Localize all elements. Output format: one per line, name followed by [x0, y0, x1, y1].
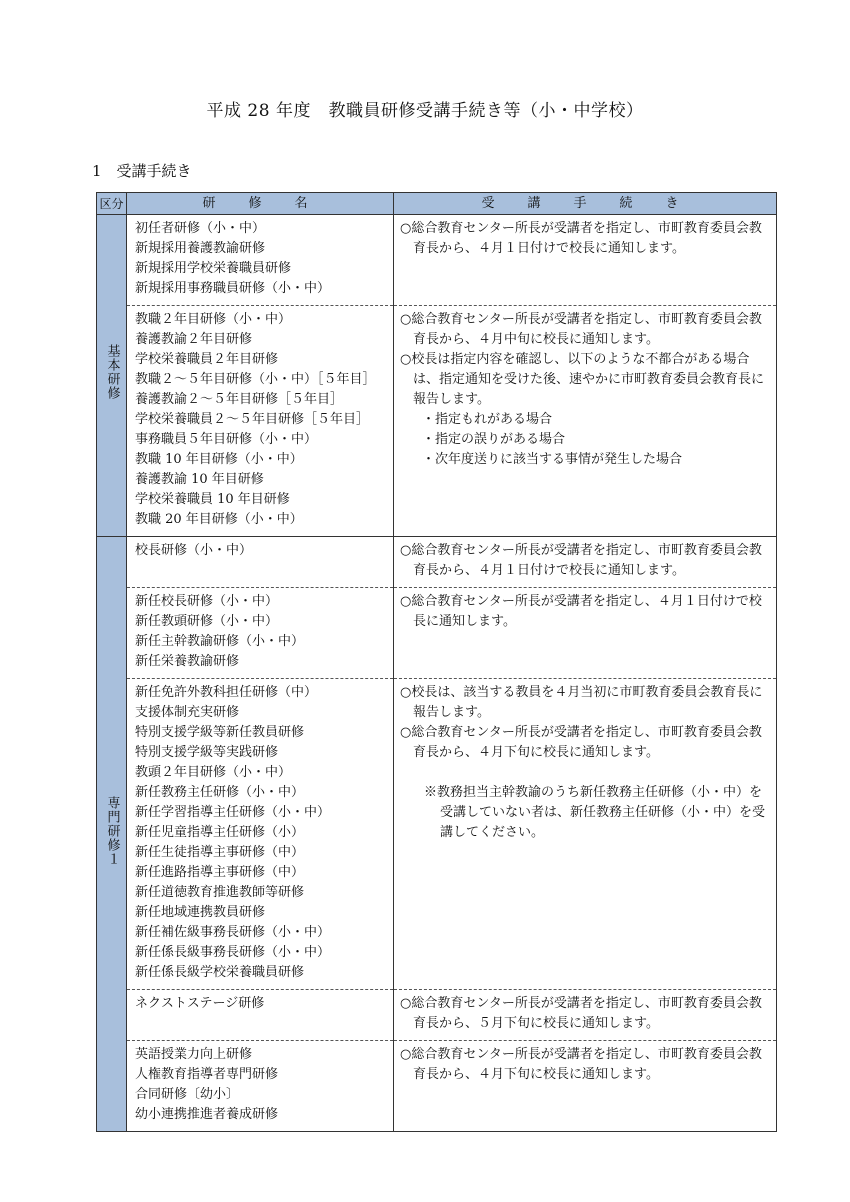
- header-name: 研 修 名: [127, 193, 394, 215]
- category-cell: [97, 215, 127, 537]
- section-heading: 1 受講手続き: [92, 162, 192, 180]
- training-name: 特別支援学級等実践研修: [135, 745, 279, 760]
- training-name: 新任学習指導主任研修（小・中）: [135, 805, 331, 820]
- category-label: 専門研修１: [104, 795, 120, 866]
- procedure-cell: [394, 306, 777, 537]
- category-cell: [97, 537, 127, 1132]
- header-procedure: 受 講 手 続 き: [394, 193, 777, 215]
- training-name: 新任栄養教諭研修: [135, 654, 240, 669]
- training-name: 新任校長研修（小・中）: [135, 594, 279, 609]
- training-name: 養護教諭２～５年目研修［５年目］: [135, 392, 344, 407]
- training-name: 英語授業力向上研修: [135, 1047, 253, 1062]
- training-name: 教職 20 年目研修（小・中）: [135, 512, 303, 527]
- category-label: 基本研修: [104, 344, 120, 400]
- training-name: 事務職員５年目研修（小・中）: [135, 432, 318, 447]
- table-row: [97, 1041, 777, 1132]
- training-name-cell: [127, 1041, 394, 1132]
- procedure-item: ・指定もれがある場合: [422, 412, 553, 427]
- training-name: 教職 10 年目研修（小・中）: [135, 452, 303, 467]
- training-name: 新任教務主任研修（小・中）: [135, 785, 305, 800]
- training-name: 新任地域連携教員研修: [135, 905, 266, 920]
- header-category: 区分: [97, 193, 127, 215]
- training-name: 初任者研修（小・中）: [135, 221, 266, 236]
- training-name-cell: [127, 588, 394, 679]
- procedure-item: ○総合教育センター所長が受講者を指定し、市町教育委員会教育長から、４月下旬に校長に通知します。: [400, 725, 762, 760]
- training-name: 新任補佐級事務長研修（小・中）: [135, 925, 331, 940]
- training-name: 新任主幹教諭研修（小・中）: [135, 634, 305, 649]
- training-name: ネクストステージ研修: [135, 996, 265, 1011]
- page-title: 平成 28 年度 教職員研修受講手続き等（小・中学校）: [206, 101, 644, 121]
- training-name: 人権教育指導者専門研修: [135, 1067, 279, 1082]
- procedure-cell: [394, 679, 777, 990]
- training-name-cell: [127, 306, 394, 537]
- table-header-row: [97, 193, 777, 215]
- training-name: 新任児童指導主任研修（小）: [135, 825, 305, 840]
- table-row: [97, 990, 777, 1041]
- table-row: [97, 215, 777, 306]
- training-name: 学校栄養職員２～５年目研修［５年目］: [135, 412, 370, 427]
- procedure-item: ○総合教育センター所長が受講者を指定し、４月１日付けで校長に通知します。: [400, 594, 762, 629]
- training-name: 新任教頭研修（小・中）: [135, 614, 279, 629]
- training-name: 学校栄養職員２年目研修: [135, 352, 279, 367]
- table-row: [97, 306, 777, 537]
- procedure-item: ○総合教育センター所長が受講者を指定し、市町教育委員会教育長から、５月下旬に校長に通知します。: [400, 996, 762, 1031]
- training-name: 支援体制充実研修: [135, 705, 240, 720]
- procedure-item: ○総合教育センター所長が受講者を指定し、市町教育委員会教育長から、４月下旬に校長に通知します。: [400, 1047, 762, 1082]
- procedure-item: ○総合教育センター所長が受講者を指定し、市町教育委員会教育長から、４月１日付けで校長に通知します。: [400, 221, 762, 256]
- training-name: 幼小連携推進者養成研修: [135, 1107, 279, 1122]
- procedure-item: ・次年度送りに該当する事情が発生した場合: [422, 452, 683, 467]
- training-name: 教職２年目研修（小・中）: [135, 312, 292, 327]
- training-name: 新任係長級事務長研修（小・中）: [135, 945, 331, 960]
- training-name-cell: [127, 537, 394, 588]
- training-name: 新規採用学校栄養職員研修: [135, 261, 292, 276]
- training-name: 特別支援学級等新任教員研修: [135, 725, 305, 740]
- procedure-note: ※教務担当主幹教諭のうち新任教務主任研修（小・中）を受講していない者は、新任教務主任研修（小・中）を受講してください。: [424, 785, 766, 840]
- training-name: 教職２～５年目研修（小・中）［５年目］: [135, 372, 376, 387]
- procedure-item: ・指定の誤りがある場合: [422, 432, 566, 447]
- training-name: 教頭２年目研修（小・中）: [135, 765, 292, 780]
- training-name-cell: [127, 215, 394, 306]
- procedure-table: [96, 192, 777, 1132]
- procedure-item: ○校長は、該当する教員を４月当初に市町教育委員会教育長に報告します。: [400, 685, 763, 720]
- training-name: 新規採用事務職員研修（小・中）: [135, 281, 331, 296]
- training-name: 新規採用養護教諭研修: [135, 241, 266, 256]
- training-name: 合同研修〔幼小〕: [135, 1087, 240, 1102]
- training-name: 新任免許外教科担任研修（中）: [135, 685, 318, 700]
- procedure-cell: [394, 990, 777, 1041]
- training-name: 養護教諭２年目研修: [135, 332, 253, 347]
- procedure-cell: [394, 537, 777, 588]
- procedure-item: ○校長は指定内容を確認し、以下のような不都合がある場合は、指定通知を受けた後、速やかに市町教育委員会教育長に報告します。: [400, 352, 765, 407]
- procedure-cell: [394, 1041, 777, 1132]
- training-name: 学校栄養職員 10 年目研修: [135, 492, 290, 507]
- procedure-cell: [394, 215, 777, 306]
- table-body: [97, 215, 777, 1132]
- training-name: 新任生徒指導主事研修（中）: [135, 845, 305, 860]
- training-name: 新任道徳教育推進教師等研修: [135, 885, 305, 900]
- training-name-cell: [127, 679, 394, 990]
- table-row: [97, 537, 777, 588]
- training-name: 新任進路指導主事研修（中）: [135, 865, 305, 880]
- training-name: 養護教諭 10 年目研修: [135, 472, 264, 487]
- training-name-cell: [127, 990, 394, 1041]
- procedure-cell: [394, 588, 777, 679]
- training-name: 校長研修（小・中）: [135, 543, 253, 558]
- training-name: 新任係長級学校栄養職員研修: [135, 965, 305, 980]
- procedure-item: ○総合教育センター所長が受講者を指定し、市町教育委員会教育長から、４月中旬に校長に通知します。: [400, 312, 762, 347]
- table-row: [97, 679, 777, 990]
- table-row: [97, 588, 777, 679]
- procedure-item: ○総合教育センター所長が受講者を指定し、市町教育委員会教育長から、４月１日付けで校長に通知します。: [400, 543, 762, 578]
